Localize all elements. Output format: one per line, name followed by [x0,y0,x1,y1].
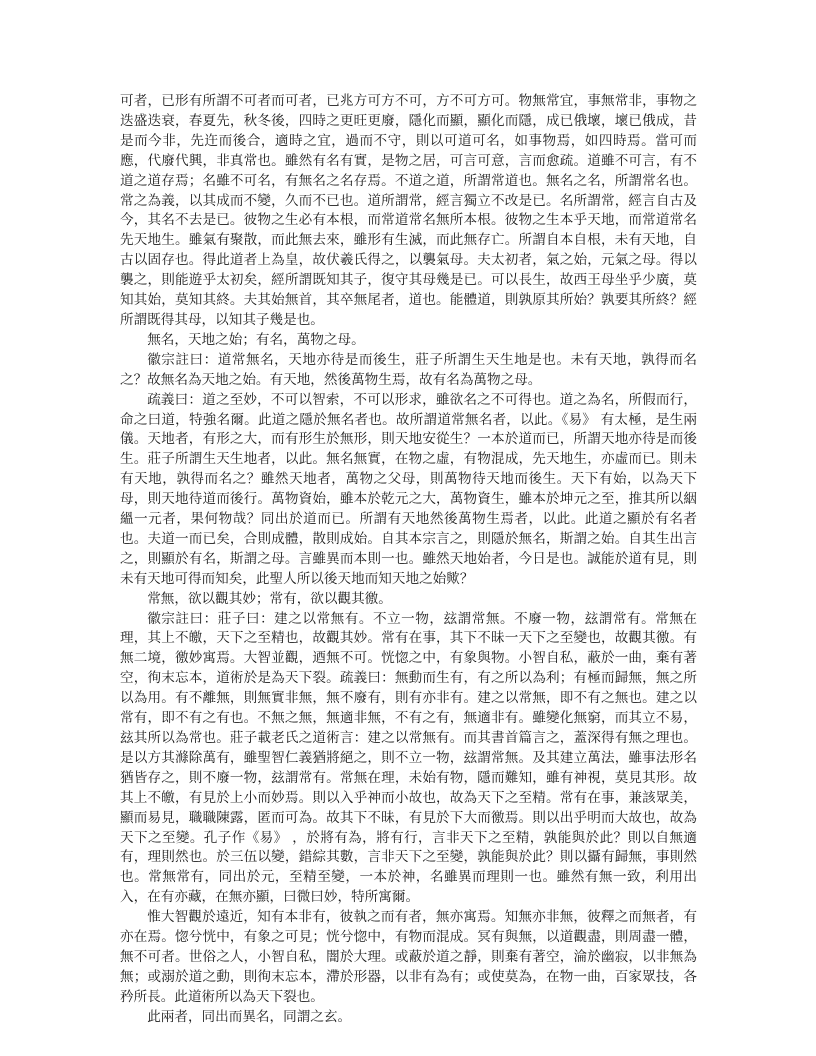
paragraph-3-commentary: 徽宗註曰：道常無名，天地亦待是而後生，莊子所謂生天生地是也。未有天地，孰得而名之？故無名為天地之始。有天地，然後萬物生焉，故有名為萬物之母。 [120,351,697,388]
paragraph-5-verse: 常無，欲以觀其妙；常有，欲以觀其徼。 [147,590,392,607]
paragraph-1: 可者，已形有所謂不可者而可者，已兆方可方不可，方不可方可。物無常宜，事無常非，事物之迭盛迭衰，春夏先，秋冬後，四時之更旺更廢，隱化而顯，顯化而隱，成已俄壞，壞已俄成，昔是而今非，先迕而後合，適時之宜，過而不守，則以可道可名，如事物焉，如四時焉。當可而應，代廢代興，非真常也。雖然有名有實，是物之居，可言可意，言而愈疏。道雖不可言，有不道之道存焉；名雖不可名，有無名之名存焉。不道之道，所謂常道也。無名之名，所謂常名也。常之為義，以其成而不變，久而不已也。道所謂常，經言獨立不改是已。名所謂常，經言自古及今，其名不去是已。彼物之生必有本根，而常道常名無所本根。彼物之生本乎天地，而常道常名先天地生。雖氣有聚散，而此無去來，雖形有生滅，而此無存亡。所謂自本自根，未有天地，自古以固存也。得此道者上為皇，故伏羲氏得之，以襲氣母。夫太初者，氣之始，元氣之母。得以襲之，則能遊乎太初矣，經所謂既知其子，復守其母幾是已。可以長生，故西王母坐乎少廣，莫知其始，莫知其終。夫其始無首，其卒無尾者，道也。能體道，則孰原其所始？孰要其所終？經所謂既得其母，以知其子幾是也。 [120,93,697,328]
paragraph-6-commentary: 徽宗註曰：莊子曰：建之以常無有。不立一物，玆謂常無。不廢一物，玆謂常有。常無在理，其上不皦，天下之至精也，故觀其妙。常有在事，其下不昧一天下之至變也，故觀其徼。有無二境，徼妙寓焉。大智並觀，迺無不可。恍惚之中，有象與物。小智自私，蔽於一曲，棄有著空，徇末忘本，道術於是為天下裂。疏義曰：無動而生有，有之所以為利；有極而歸無，無之所以為用。有不離無，則無實非無，無不廢有，則有亦非有。建之以常無，即不有之無也。建之以常有，即不有之有也。不無之無，無適非無，不有之有，無適非有。雖變化無窮，而其立不易，玆其所以為常也。莊子載老氏之道術言：建之以常無有。而其書首篇言之，蓋深得有無之理也。是以方其滌除萬有，雖聖智仁義猶將絕之，則不立一物，玆謂常無。及其建立萬法，雖事法形名猶皆存之，則不廢一物，玆謂常有。常無在理，未始有物，隱而難知，雖有神視，莫見其形。故其上不皦，有見於上小而妙焉。則以入乎神而小故也，故為天下之至精。常有在事，兼該眾美，顯而易見，職職陳露，匿而可為。故其下不昧，有見於下大而徼焉。則以出乎明而大故也，故為天下之至變。孔子作《易》 ，於將有為，將有行，言非天下之至精，孰能與於此？則以自無適有，理則然也。於三伍以變，錯綜其數，言非天下之至變，孰能與於此？則以攝有歸無，事則然也。常無常有，同出於元，至精至變，一本於神，名雖異而理則一也。雖然有無一致，利用出入，在有亦藏，在無亦顯，曰微曰妙，特所寓爾。 [120,610,697,906]
paragraph-8-verse: 此兩者，同出而異名，同謂之玄。 [147,1008,352,1025]
paragraph-7-commentary: 惟大智觀於遠近，知有本非有，彼執之而有者，無亦寓焉。知無亦非無，彼釋之而無者，有亦在焉。惚兮恍中，有象之可見；恍兮惚中，有物而混成。冥有與無，以道觀盡，則周盡一體，無不可者。世俗之人，小智自私，闇於大理。或蔽於道之靜，則棄有著空，淪於幽寂，以非無為無；或溺於道之動，則徇末忘本，滯於形器，以非有為有；或使莫為，在物一曲，百家眾技，各矜所長。此道術所以為天下裂也。 [120,909,697,1005]
paragraph-4-shuyi: 疏義曰：道之至妙，不可以智索，不可以形求，雖欲名之不可得也。道之為名，所假而行，命之曰道，特強名爾。此道之隱於無名者也。故所謂道常無名者，以此。《易》 有太極，是生兩儀。天地者，有形之大，而有形生於無形，則天地安從生？一本於道而已，所謂天地亦待是而後生。莊子所謂生天生地者，以此。無名無實，在物之虛，有物混成，先天地生，亦虛而已。則未有天地，孰得而名之？雖然天地者，萬物之父母，則萬物待天地而後生。天下有始，以為天下母，則天地待道而後行。萬物資始，雖本於乾元之大，萬物資生，雖本於坤元之至，推其所以絪縕一元者，果何物哉？同出於道而已。所謂有天地然後萬物生焉者，以此。此道之顯於有名者也。夫道一而已矣，合則成體，散則成始。自其本宗言之，則隱於無名，斯謂之始。自其生出言之，則顯於有名，斯謂之母。言雖異而本則一也。雖然天地始者，今日是也。誠能於道有見，則未有天地可得而知矣，此聖人所以後天地而知天地之始歟？ [120,391,697,587]
paragraph-2-verse: 無名，天地之始；有名，萬物之母。 [147,331,365,348]
document-page [120,92,697,1028]
